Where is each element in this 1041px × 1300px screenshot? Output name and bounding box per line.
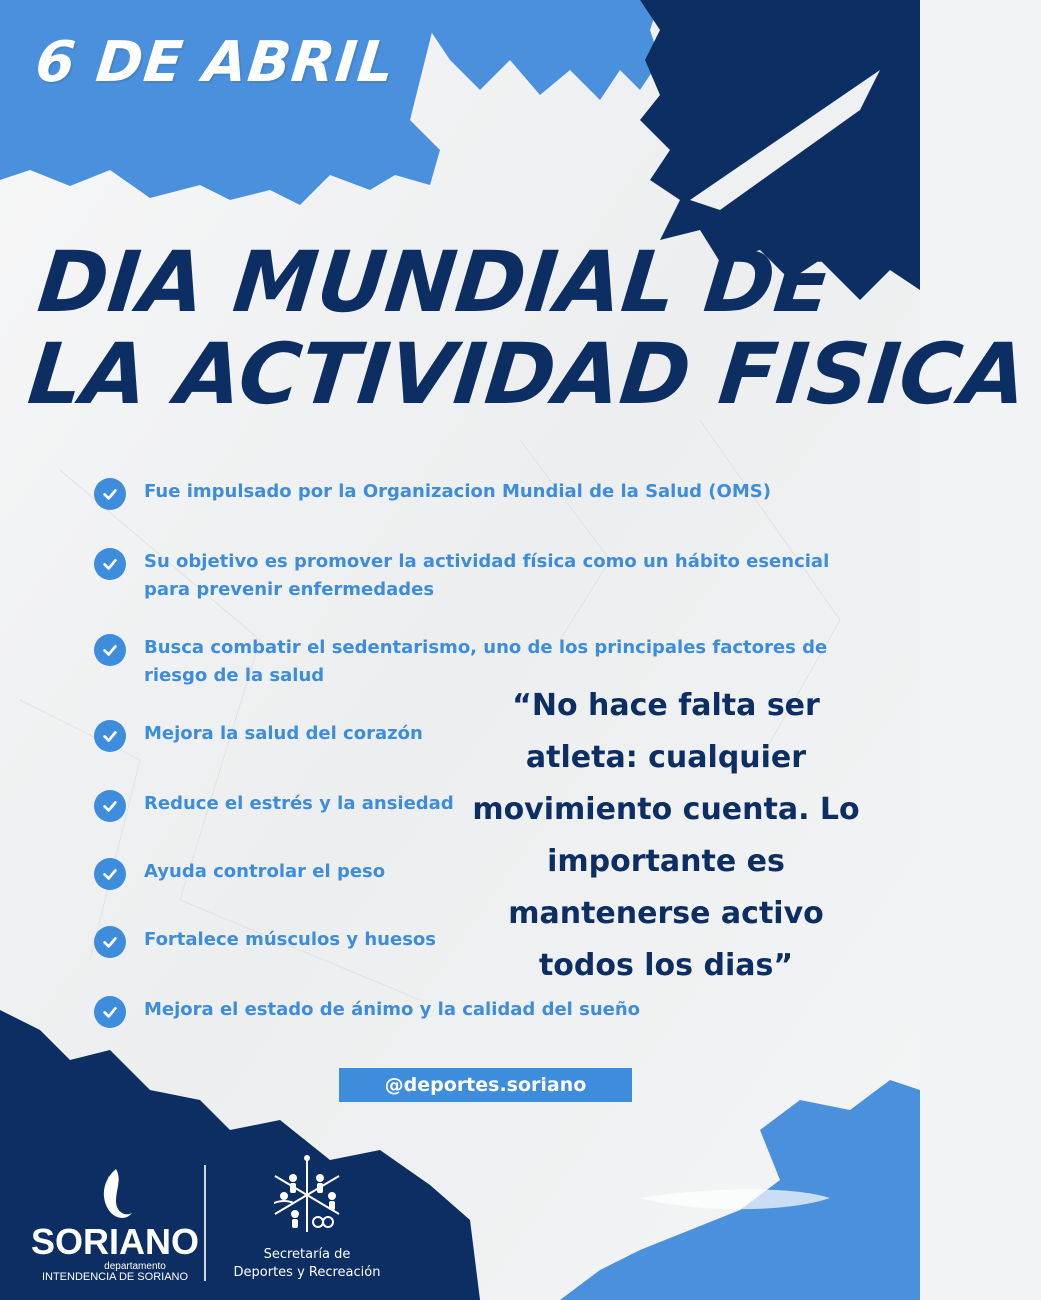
list-item [94, 926, 436, 958]
secretaria-logo [222, 1150, 392, 1290]
secretaria-line-2: Deportes y Recreación [233, 1265, 381, 1280]
soriano-logo [30, 1165, 200, 1285]
quote-line: “No hace falta ser [512, 688, 820, 723]
list-item-text [144, 858, 385, 886]
check-icon [94, 548, 126, 580]
item-line-1: Fue impulsado por la Organizacion Mundial de la Salud (OMS) [144, 481, 771, 502]
title-line-1: DIA MUNDIAL DE [33, 233, 838, 331]
item-line-2: riesgo de la salud [144, 665, 325, 686]
quote-line: atleta: cualquier [525, 740, 807, 775]
quote-line: importante es [547, 844, 785, 879]
poster-title [24, 233, 1041, 423]
list-item [94, 548, 829, 604]
logo-divider [204, 1165, 206, 1281]
secretaria-text [222, 1246, 392, 1282]
title-line-2: LA ACTIVIDAD FISICA [24, 325, 1032, 423]
item-line-1: Ayuda controlar el peso [144, 861, 386, 882]
sports-emblem-icon [262, 1150, 352, 1240]
item-line-1: Mejora la salud del corazón [144, 723, 423, 744]
quote-block [466, 680, 866, 992]
check-icon [94, 790, 126, 822]
list-item [94, 478, 771, 510]
item-line-1: Su objetivo es promover la actividad física como un hábito esencial [144, 551, 830, 572]
check-icon [94, 478, 126, 510]
quote-line: todos los dias” [538, 948, 794, 983]
check-icon [94, 926, 126, 958]
list-item-text [144, 790, 454, 818]
list-item-text [144, 996, 640, 1024]
item-line-1: Reduce el estrés y la ansiedad [144, 793, 454, 814]
list-item [94, 858, 385, 890]
item-line-1: Mejora el estado de ánimo y la calidad del sueño [144, 999, 641, 1020]
soriano-subtitle: departamento [104, 1261, 166, 1272]
quote-line: movimiento cuenta. Lo [472, 792, 860, 827]
list-item [94, 790, 454, 822]
list-item-text [144, 720, 423, 748]
item-line-1: Fortalece músculos y huesos [144, 929, 436, 950]
secretaria-line-1: Secretaría de [263, 1247, 351, 1262]
list-item [94, 996, 640, 1028]
social-handle: @deportes.soriano [339, 1068, 632, 1102]
list-item [94, 720, 423, 752]
list-item-text [144, 926, 436, 954]
item-line-2: para prevenir enfermedades [144, 579, 435, 600]
check-icon [94, 996, 126, 1028]
item-line-1: Busca combatir el sedentarismo, uno de los principales factores de [144, 637, 828, 658]
quote-line: mantenerse activo [508, 896, 824, 931]
soriano-brand: SORIANO [30, 1221, 199, 1262]
event-date: 6 DE ABRIL [32, 30, 398, 95]
list-item-text [144, 478, 771, 506]
soriano-logo-icon [86, 1165, 146, 1229]
soriano-intendencia: INTENDENCIA DE SORIANO [41, 1271, 189, 1283]
check-icon [94, 634, 126, 666]
check-icon [94, 720, 126, 752]
check-icon [94, 858, 126, 890]
list-item-text [144, 548, 829, 604]
